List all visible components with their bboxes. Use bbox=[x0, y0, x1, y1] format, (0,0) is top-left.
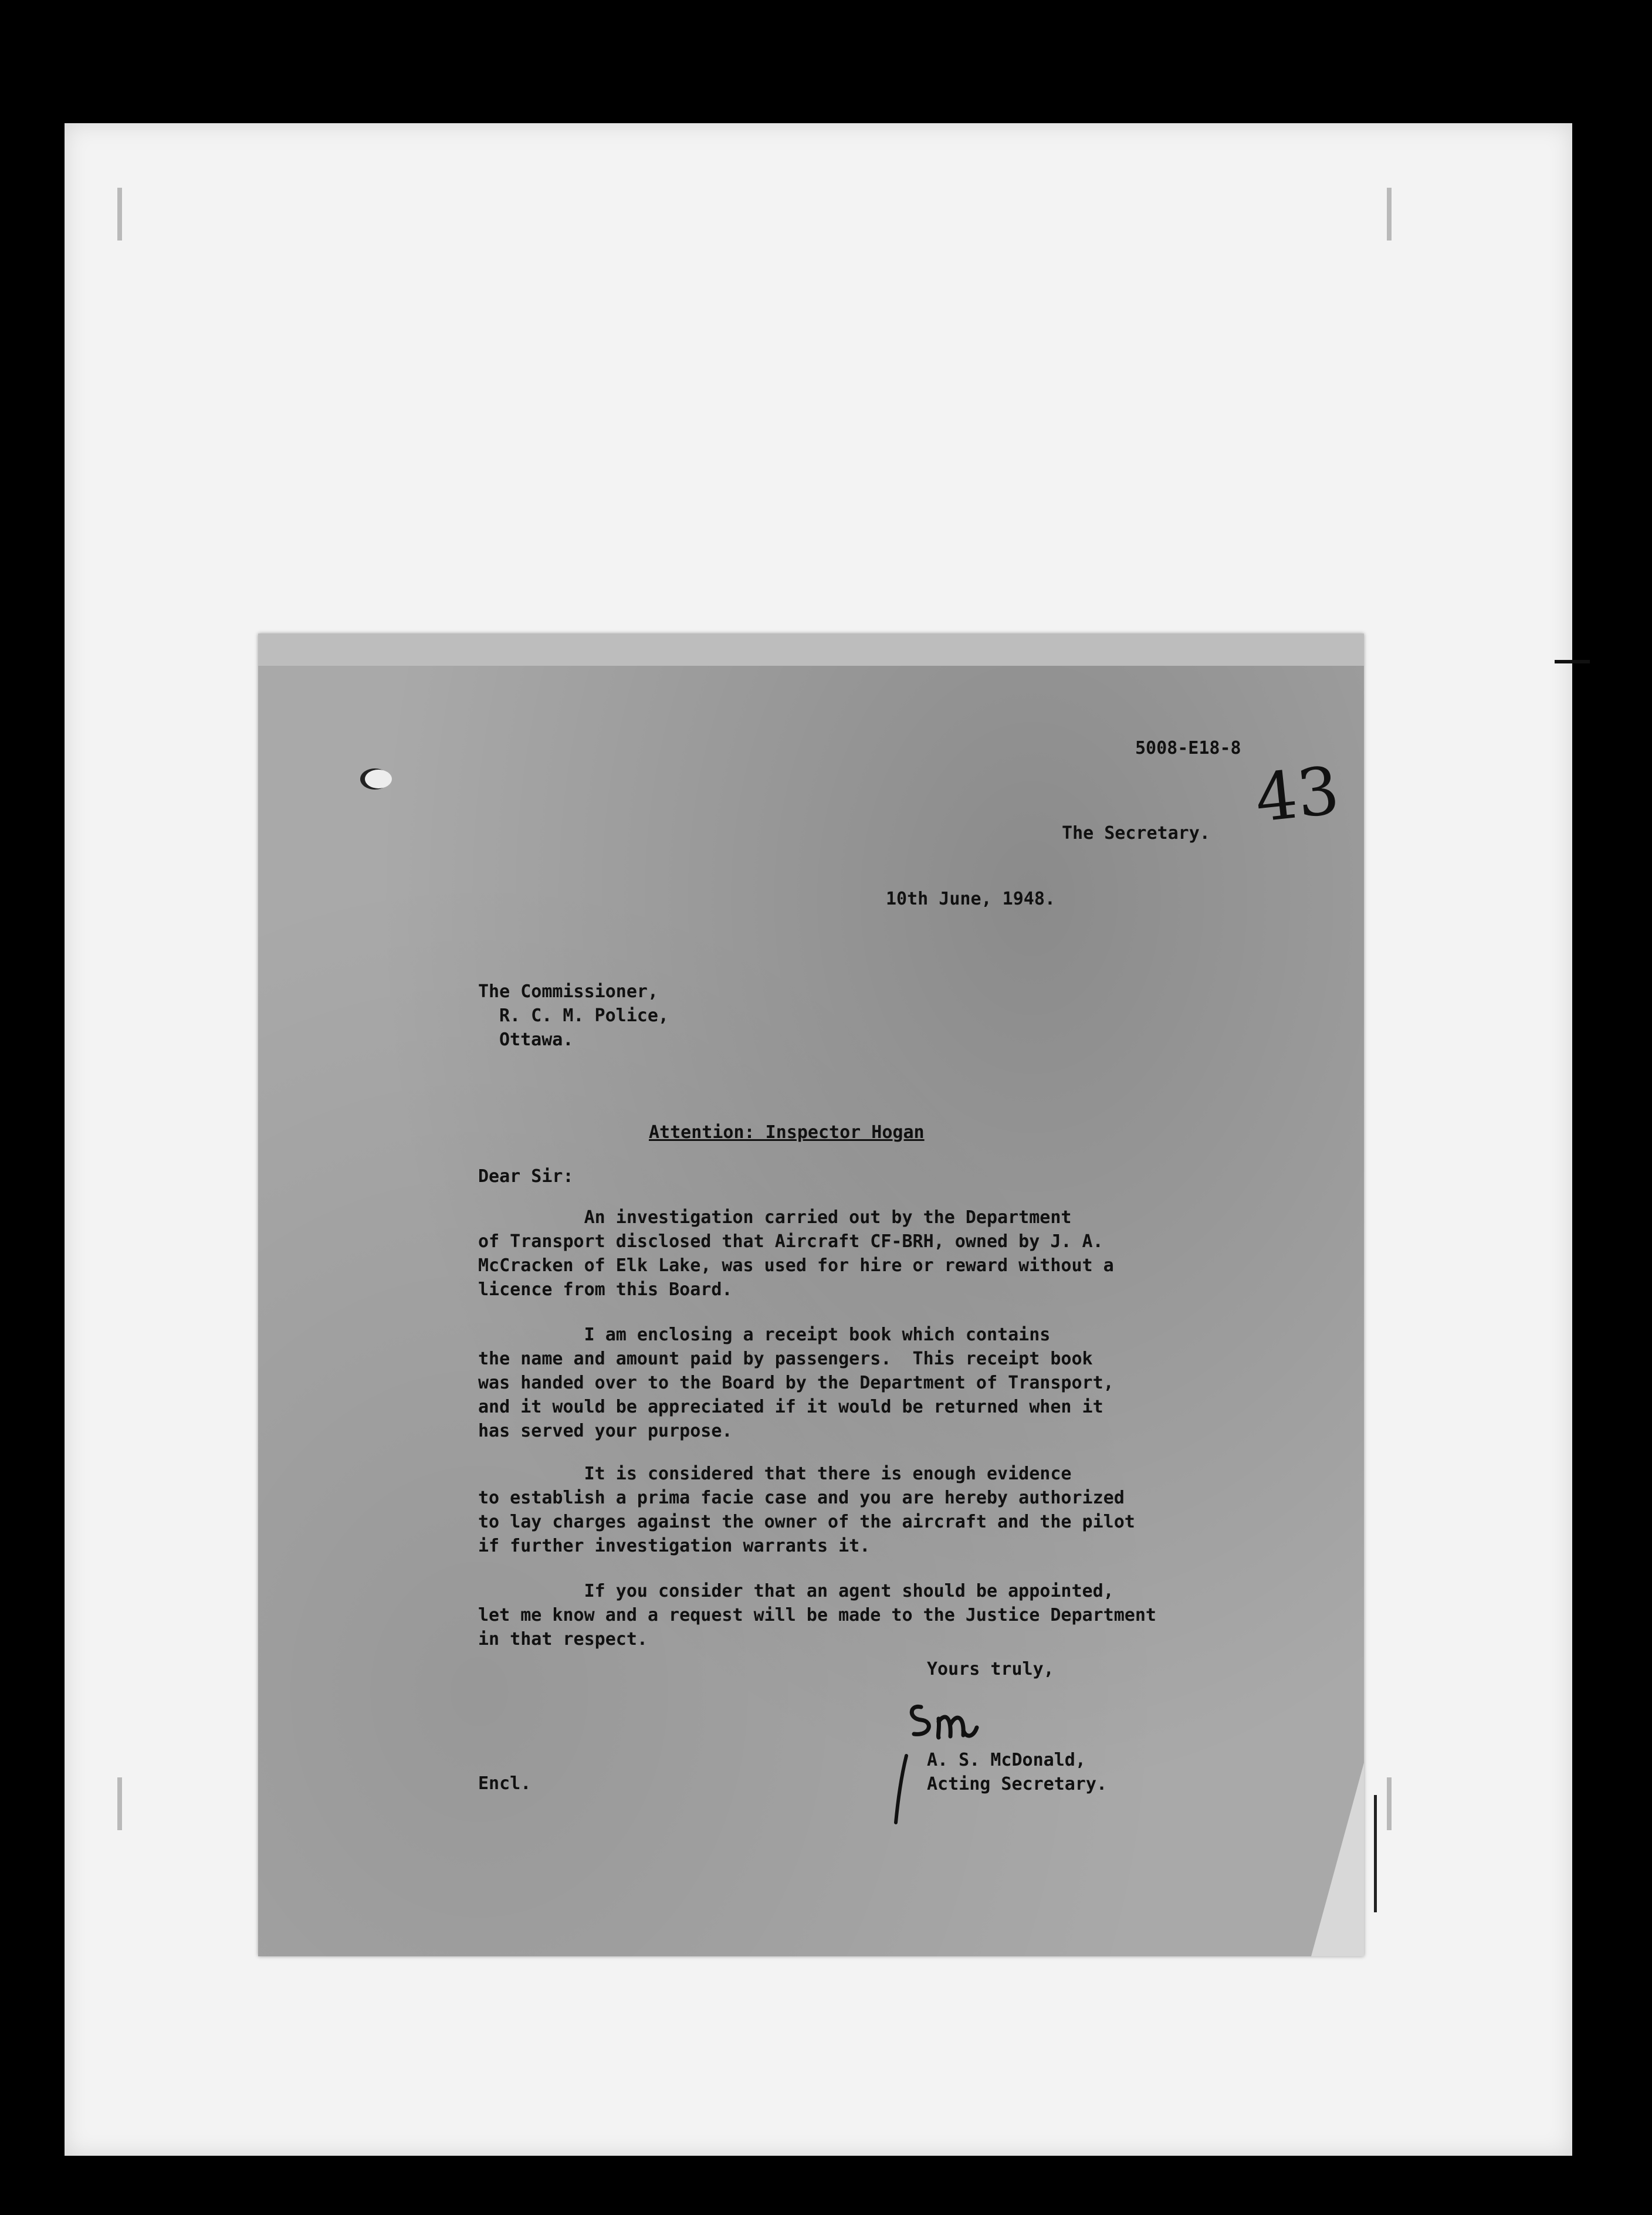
paragraph-line: in that respect. bbox=[478, 1629, 648, 1650]
paragraph-line: was handed over to the Board by the Department of Transport, bbox=[478, 1373, 1114, 1393]
addressee-line: The Commissioner, bbox=[478, 981, 659, 1002]
crop-mark-bottom-left bbox=[117, 1777, 136, 1830]
signatory-block bbox=[927, 1748, 1107, 1796]
letter-date: 10th June, 1948. bbox=[886, 889, 1055, 909]
addressee-line: R. C. M. Police, bbox=[499, 1005, 669, 1026]
addressee-block bbox=[478, 980, 669, 1052]
addressee-line: Ottawa. bbox=[499, 1029, 574, 1050]
edge-mark bbox=[1555, 660, 1590, 663]
paragraph bbox=[478, 1205, 1114, 1302]
letter-page bbox=[258, 634, 1364, 1956]
paragraph bbox=[478, 1462, 1135, 1558]
paragraph-line: I am enclosing a receipt book which contains bbox=[478, 1325, 1051, 1345]
paragraph-line: has served your purpose. bbox=[478, 1421, 733, 1441]
reference-number: 5008-E18-8 bbox=[1135, 738, 1241, 758]
handwritten-page-number: 43 bbox=[1251, 752, 1343, 838]
check-mark bbox=[890, 1751, 913, 1827]
paragraph-line: It is considered that there is enough evidence bbox=[478, 1464, 1072, 1484]
crop-mark-top-left bbox=[117, 188, 136, 241]
attention-line: Attention: Inspector Hogan bbox=[649, 1122, 925, 1143]
enclosure-note: Encl. bbox=[478, 1773, 532, 1794]
margin-stroke bbox=[1374, 1795, 1377, 1912]
from-line: The Secretary. bbox=[1062, 823, 1210, 844]
signature-initials bbox=[903, 1695, 986, 1748]
paragraph-line: if further investigation warrants it. bbox=[478, 1536, 871, 1556]
paragraph-line: let me know and a request will be made to the Justice Department bbox=[478, 1605, 1156, 1625]
paragraph-line: to establish a prima facie case and you are hereby authorized bbox=[478, 1488, 1125, 1508]
paragraph-line: McCracken of Elk Lake, was used for hire or reward without a bbox=[478, 1255, 1114, 1276]
paragraph bbox=[478, 1323, 1114, 1443]
letter-top-edge bbox=[258, 634, 1364, 666]
paragraph-line: and it would be appreciated if it would be returned when it bbox=[478, 1397, 1103, 1417]
folded-corner bbox=[1311, 1763, 1364, 1956]
paragraph-line: of Transport disclosed that Aircraft CF-BRH, owned by J. A. bbox=[478, 1231, 1103, 1252]
signatory-name: A. S. McDonald, bbox=[927, 1750, 1086, 1770]
paragraph-line: If you consider that an agent should be appointed, bbox=[478, 1581, 1114, 1601]
paragraph-line: An investigation carried out by the Department bbox=[478, 1207, 1072, 1228]
punch-hole bbox=[365, 770, 392, 788]
paragraph-line: licence from this Board. bbox=[478, 1279, 733, 1300]
signatory-title: Acting Secretary. bbox=[927, 1774, 1108, 1794]
closing: Yours truly, bbox=[927, 1659, 1054, 1679]
salutation: Dear Sir: bbox=[478, 1166, 574, 1187]
paragraph-line: the name and amount paid by passengers. This receipt book bbox=[478, 1349, 1093, 1369]
paragraph bbox=[478, 1579, 1156, 1651]
paragraph-line: to lay charges against the owner of the aircraft and the pilot bbox=[478, 1512, 1135, 1532]
crop-mark-top-right bbox=[1373, 188, 1392, 241]
